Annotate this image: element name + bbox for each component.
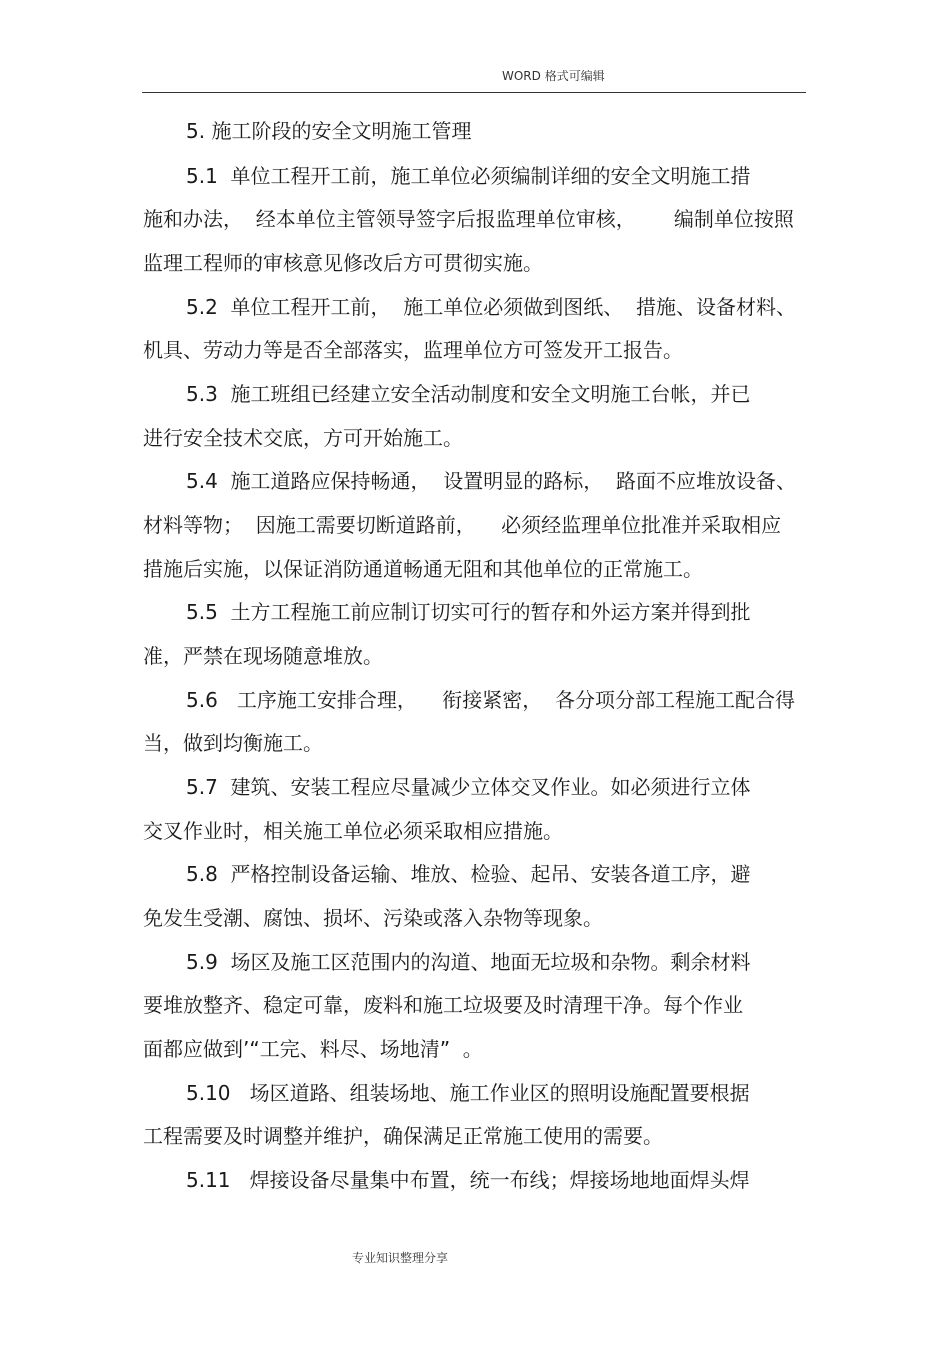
paragraph-line: 5.8 严格控制设备运输、堆放、检验、起吊、安装各道工序，避 bbox=[186, 862, 751, 886]
paragraph-line: 5.11 焊接设备尽量集中布置，统一布线；焊接场地地面焊头焊 bbox=[186, 1168, 750, 1192]
paragraph-line: 准，严禁在现场随意堆放。 bbox=[143, 644, 383, 668]
paragraph-line: 要堆放整齐、稳定可靠，废料和施工垃圾要及时清理干净。每个作业 bbox=[143, 993, 743, 1017]
paragraph-line: 措施后实施，以保证消防通道畅通无阻和其他单位的正常施工。 bbox=[143, 557, 703, 581]
paragraph-line: 交叉作业时，相关施工单位必须采取相应措施。 bbox=[143, 819, 563, 843]
paragraph-line: 机具、劳动力等是否全部落实，监理单位方可签发开工报告。 bbox=[143, 338, 683, 362]
paragraph-line: 面都应做到’“工完、料尽、场地清” 。 bbox=[143, 1037, 483, 1061]
paragraph-line: 5.10 场区道路、组装场地、施工作业区的照明设施配置要根据 bbox=[186, 1081, 750, 1105]
paragraph-line: 当，做到均衡施工。 bbox=[143, 731, 323, 755]
paragraph-line: 工程需要及时调整并维护，确保满足正常施工使用的需要。 bbox=[143, 1124, 663, 1148]
paragraph-line: 材料等物； 因施工需要切断道路前， 必须经监理单位批准并采取相应 bbox=[143, 513, 782, 537]
paragraph-line: 5.6 工序施工安排合理， 衔接紧密， 各分项分部工程施工配合得 bbox=[186, 688, 796, 712]
paragraph-line: 5.5 土方工程施工前应制订切实可行的暂存和外运方案并得到批 bbox=[186, 600, 751, 624]
paragraph-line: 免发生受潮、腐蚀、损坏、污染或落入杂物等现象。 bbox=[143, 906, 603, 930]
page-footer: 专业知识整理分享 bbox=[352, 1251, 449, 1265]
paragraph-line: 5.2 单位工程开工前， 施工单位必须做到图纸、 措施、设备材料、 bbox=[186, 295, 796, 319]
paragraph-line: 5.7 建筑、安装工程应尽量减少立体交叉作业。如必须进行立体 bbox=[186, 775, 751, 799]
paragraph-line: 监理工程师的审核意见修改后方可贯彻实施。 bbox=[143, 251, 543, 275]
paragraph-line: 5.4 施工道路应保持畅通， 设置明显的路标， 路面不应堆放设备、 bbox=[186, 469, 796, 493]
header-text: WORD 格式可编辑 bbox=[502, 69, 605, 83]
paragraph-line: 进行安全技术交底，方可开始施工。 bbox=[143, 426, 463, 450]
paragraph-line: 5.3 施工班组已经建立安全活动制度和安全文明施工台帐，并已 bbox=[186, 382, 751, 406]
page-header bbox=[142, 68, 806, 93]
paragraph-line: 施和办法， 经本单位主管领导签字后报监理单位审核， 编制单位按照 bbox=[143, 207, 794, 231]
paragraph-line: 5.9 场区及施工区范围内的沟道、地面无垃圾和杂物。剩余材料 bbox=[186, 950, 751, 974]
paragraph-line: 5.1 单位工程开工前，施工单位必须编制详细的安全文明施工措 bbox=[186, 164, 751, 188]
section-title: 5. 施工阶段的安全文明施工管理 bbox=[186, 119, 472, 143]
